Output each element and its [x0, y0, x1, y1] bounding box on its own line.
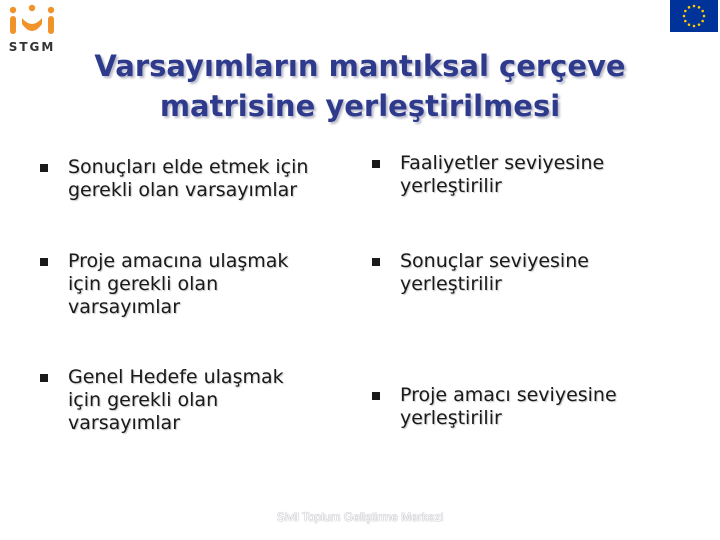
right-item-2	[372, 250, 589, 296]
right-item-3-line-2: yerleştirilir	[400, 407, 502, 429]
square-bullet-icon	[40, 164, 48, 172]
left-item-2-line-3: varsayımlar	[68, 296, 181, 318]
left-item-3-line-1: Genel Hedefe ulaşmak	[68, 366, 284, 388]
square-bullet-icon	[372, 258, 380, 266]
eu-star-icon	[688, 23, 691, 26]
eu-flag-icon	[670, 0, 718, 32]
eu-star-icon	[684, 10, 687, 13]
left-item-3-line-2: için gerekli olan	[68, 389, 219, 411]
logo-text: STGM	[8, 40, 56, 54]
title-line-1: Varsayımların mantıksal çerçeve	[94, 49, 626, 83]
left-item-1-line-1: Sonuçları elde etmek için	[68, 156, 309, 178]
right-item-3	[372, 384, 617, 430]
square-bullet-icon	[40, 258, 48, 266]
eu-star-icon	[683, 15, 686, 18]
eu-star-icon	[684, 20, 687, 23]
right-item-2-line-2: yerleştirilir	[400, 273, 502, 295]
right-item-1	[372, 152, 604, 198]
right-item-3-line-1: Proje amacı seviyesine	[400, 384, 617, 406]
footer-text: Sivil Toplum Geliştirme Merkezi	[276, 510, 444, 524]
title-line-2: matrisine yerleştirilmesi	[159, 89, 561, 123]
right-item-2-line-1: Sonuçlar seviyesine	[400, 250, 589, 272]
right-item-1-line-2: yerleştirilir	[400, 175, 502, 197]
square-bullet-icon	[372, 160, 380, 168]
page-title	[40, 46, 680, 126]
eu-star-icon	[693, 5, 696, 8]
left-item-2	[40, 250, 288, 319]
right-item-1-line-1: Faaliyetler seviyesine	[400, 152, 605, 174]
eu-star-icon	[698, 23, 701, 26]
left-item-1	[40, 156, 308, 202]
eu-star-icon	[701, 10, 704, 13]
eu-star-icon	[688, 6, 691, 9]
left-item-1-line-2: gerekli olan varsayımlar	[68, 179, 298, 201]
left-item-2-line-2: için gerekli olan	[68, 273, 219, 295]
stgm-people-icon	[6, 4, 58, 38]
square-bullet-icon	[372, 392, 380, 400]
eu-star-icon	[693, 25, 696, 28]
eu-star-icon	[701, 20, 704, 23]
left-item-3-line-3: varsayımlar	[68, 412, 181, 434]
eu-star-icon	[703, 15, 706, 18]
left-item-2-line-1: Proje amacına ulaşmak	[68, 250, 289, 272]
left-item-3	[40, 366, 284, 435]
eu-star-icon	[698, 6, 701, 9]
square-bullet-icon	[40, 374, 48, 382]
